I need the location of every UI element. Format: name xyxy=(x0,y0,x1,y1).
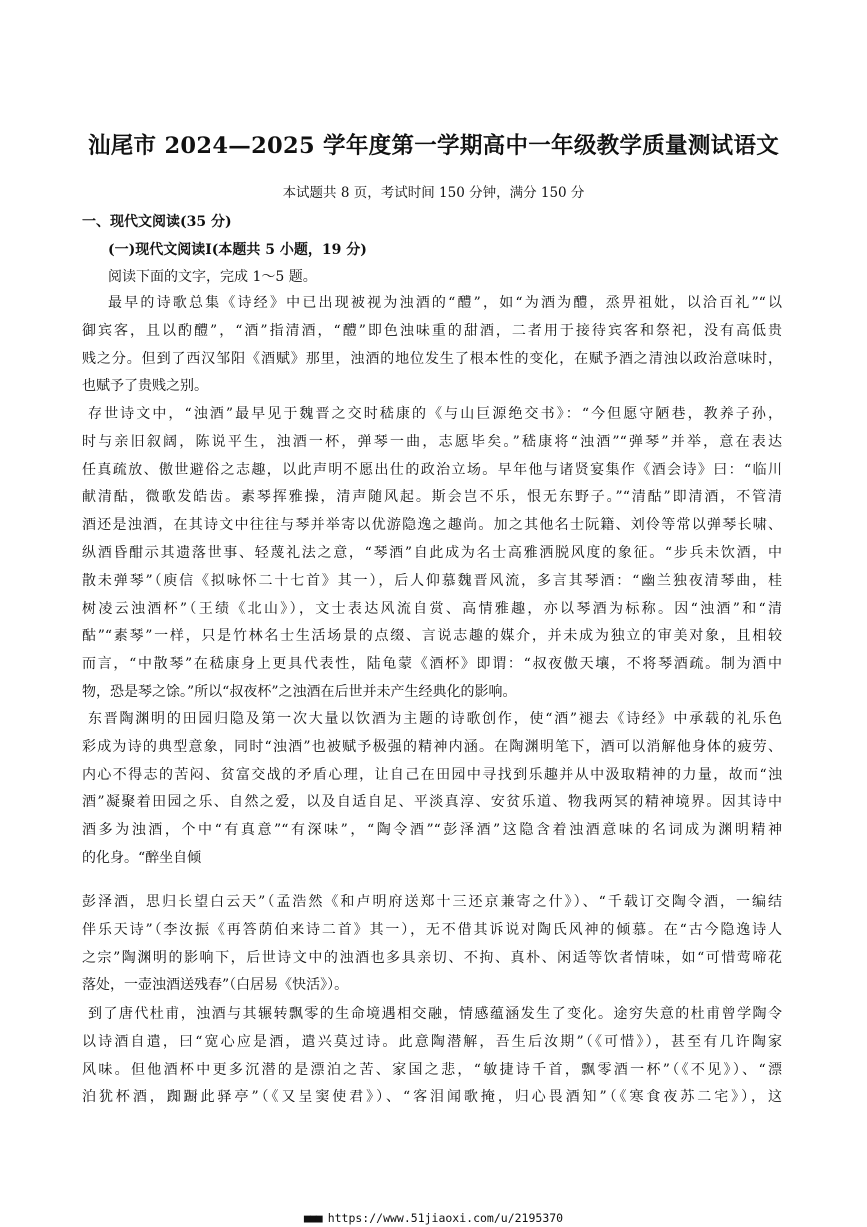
text-line: 酒还是浊酒，在其诗文中往往与琴并举寄以优游隐逸之趣尚。加之其他名士阮籍、刘伶等常以弹琴长啸、 xyxy=(82,517,782,534)
text-line: 御宾客，且以酌醴”，“酒”指清酒，“醴”即色浊味重的甜酒，二者用于接待宾客和祭祀，没有高低贵 xyxy=(82,322,782,339)
text-line: 也赋予了贵贱之别。 xyxy=(82,378,208,395)
text-line: 最早的诗歌总集《诗经》中已出现被视为浊酒的“醴”，如“为酒为醴，烝畀祖妣，以洽百礼”“以 xyxy=(108,295,782,311)
text-line: 散未弹琴”（庾信《拟咏怀二十七首》其一），后人仰慕魏晋风流，多言其琴酒：“幽兰独夜清琴曲，桂 xyxy=(82,572,782,589)
text-line: 献清酤，微歌发皓齿。素琴挥雅操，清声随风起。斯会岂不乐，恨无东野子。”“清酤”即清酒，不管清 xyxy=(82,489,782,506)
footer-url-link[interactable]: https://www.51jiaoxi.com/u/2195370 xyxy=(327,1211,564,1225)
text-line: 任真疏放、傲世避俗之志趣，以此声明不愿出仕的政治立场。早年他与诸贤宴集作《酒会诗》曰：“临川 xyxy=(82,461,782,478)
text-line: 彩成为诗的典型意象，同时“浊酒”也被赋予极强的精神内涵。在陶渊明笔下，酒可以消解他身体的疲劳、 xyxy=(82,738,782,755)
text-line: 酤”“素琴”一样，只是竹林名士生活场景的点缀、言说志趣的媒介，并未成为独立的审美对象，且相较 xyxy=(82,628,782,645)
reading-instruction: 阅读下面的文字，完成 1～5 题。 xyxy=(108,269,317,285)
page-footer xyxy=(0,1211,867,1225)
text-line: 物，恐是琴之馀。”所以“叔夜杯”之浊酒在后世并未产生经典化的影响。 xyxy=(82,683,517,700)
text-line: 泊犹杯酒，踟蹰此驿亭”（《又呈窦使君》）、“客泪闻歌掩，归心畏酒知”（《寒食夜苏二宅》），这 xyxy=(82,1089,782,1106)
text-line: 伴乐天诗”（李汝振《再答荫伯来诗二首》其一），无不借其诉说对陶氏风神的倾慕。在“古今隐逸诗人 xyxy=(82,921,782,938)
text-line: 存世诗文中，“浊酒”最早见于魏晋之交时嵇康的《与山巨源绝交书》：“今但愿守陋巷，教养子孙， xyxy=(88,406,782,422)
paragraph-1 xyxy=(82,290,782,401)
subsection-heading: (一)现代文阅读Ⅰ(本题共 5 小题，19 分) xyxy=(108,242,367,258)
paragraph-3 xyxy=(82,706,782,873)
text-line: 树凌云浊酒杯”（王绩《北山》），文士表达风流自赏、高情雅趣，亦以琴酒为标称。因“浊酒”和“清 xyxy=(82,600,782,617)
text-line: 的化身。“醉坐自倾 xyxy=(82,849,202,866)
text-line: 彭泽酒，思归长望白云天”（孟浩然《和卢明府送郑十三还京兼寄之什》）、“千载订交陶令酒，一编结 xyxy=(82,894,782,910)
paragraph-5 xyxy=(82,1001,782,1112)
text-line: 贱之分。但到了西汉邹阳《酒赋》那里，浊酒的地位发生了根本性的变化，在赋予酒之清浊以政治意味时， xyxy=(82,350,782,367)
section-heading: 一、现代文阅读(35 分) xyxy=(82,214,232,230)
text-line: 到了唐代杜甫，浊酒与其辗转飘零的生命境遇相交融，情感蕴涵发生了变化。途穷失意的杜甫曾学陶令 xyxy=(88,1006,782,1022)
text-line: 酒”凝聚着田园之乐、自然之爱，以及自适自足、平淡真淳、安贫乐道、物我两冥的精神境界。因其诗中 xyxy=(82,794,782,811)
paragraph-4 xyxy=(82,889,782,1000)
text-line: 风味。但他酒杯中更多沉潜的是漂泊之苦、家国之悲，“敏捷诗千首，飘零酒一杯”（《不见》）、“漂 xyxy=(82,1061,782,1078)
text-line: 内心不得志的苦闷、贫富交战的矛盾心理，让自己在田园中寻找到乐趣并从中汲取精神的力量，故而“浊 xyxy=(82,766,782,783)
text-line: 东晋陶渊明的田园归隐及第一次大量以饮酒为主题的诗歌创作，使“酒”褪去《诗经》中承载的礼乐色 xyxy=(88,711,782,727)
text-line: 纵酒昏酣示其遗落世事、轻蔑礼法之意，“琴酒”自此成为名士高雅洒脱风度的象征。“步兵未饮酒，中 xyxy=(82,544,782,561)
text-line: 落处，一壶浊酒送残春”（白居易《快活》）。 xyxy=(82,977,349,994)
footer-marks: ■■■ xyxy=(303,1211,322,1225)
exam-title: 汕尾市 2024—2025 学年度第一学期高中一年级教学质量测试语文 xyxy=(87,133,780,159)
text-line: 酒多为浊酒，个中“有真意”“有深味”，“陶令酒”“彭泽酒”这隐含着浊酒意味的名词成为渊明精神 xyxy=(82,822,782,839)
text-line: 时与亲旧叙阔，陈说平生，浊酒一杯，弹琴一曲，志愿毕矣。”嵇康将“浊酒”“弹琴”并举，意在表达 xyxy=(82,433,782,450)
text-line: 之宗”陶渊明的影响下，后世诗文中的浊酒也多具亲切、不拘、真朴、闲适等饮者情味，如“可惜莺啼花 xyxy=(82,949,782,966)
exam-subtitle: 本试题共 8 页，考试时间 150 分钟，满分 150 分 xyxy=(282,185,585,201)
paragraph-2 xyxy=(82,401,782,707)
text-line: 以诗酒自遣，曰“宽心应是酒，遣兴莫过诗。此意陶潜解，吾生后汝期”（《可惜》），甚至有几许陶家 xyxy=(82,1033,782,1050)
text-line: 而言，“中散琴”在嵇康身上更具代表性，陆龟蒙《酒杯》即谓：“叔夜傲天壤，不将琴酒疏。制为酒中 xyxy=(82,656,782,673)
